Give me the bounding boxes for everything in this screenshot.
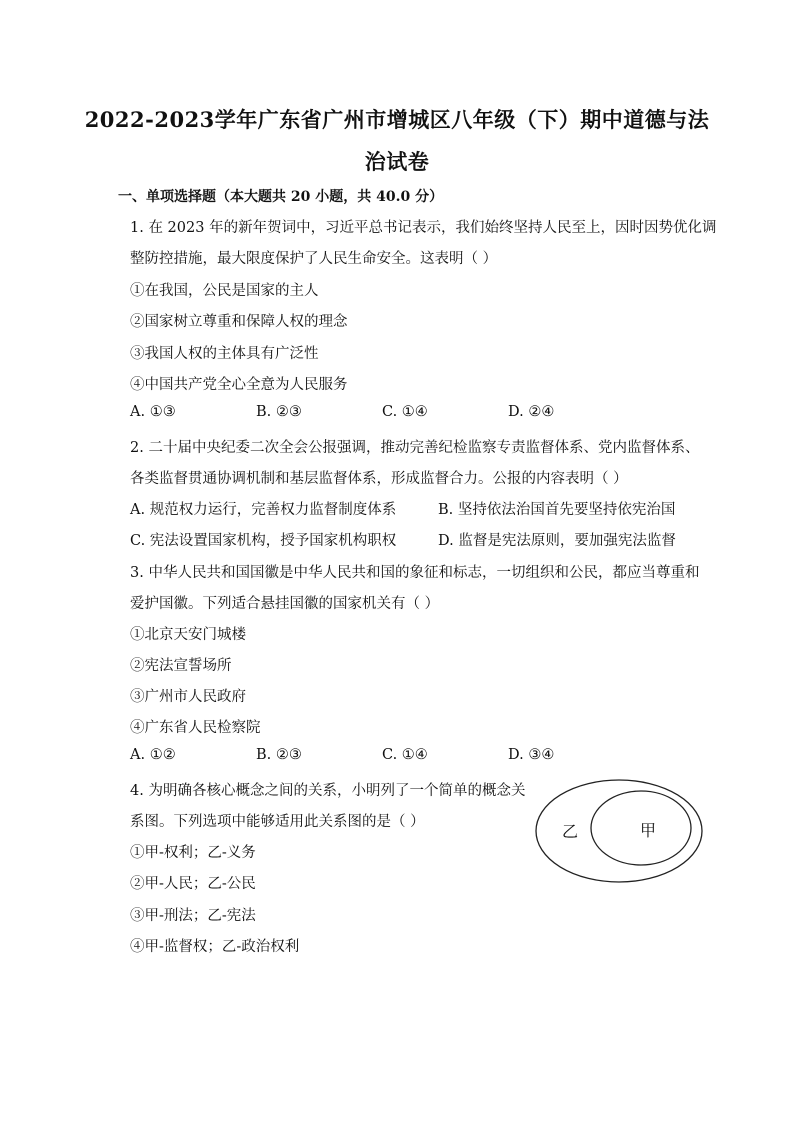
exam-title-line-2: 治试卷 [364, 149, 430, 174]
q3-item-1: ①北京天安门城楼 [130, 627, 246, 643]
q4-item-3: ③甲-刑法；乙-宪法 [130, 908, 256, 924]
q4-item-4: ④甲-监督权；乙-政治权利 [130, 939, 300, 955]
q1-option-b: B. ②③ [256, 404, 302, 420]
outer-label: 乙 [562, 822, 579, 841]
q2-stem-line-2: 各类监督贯通协调机制和基层监督体系，形成监督合力。公报的内容表明（ ） [130, 471, 628, 487]
q3-option-a: A. ①② [130, 747, 176, 763]
q1-option-a: A. ①③ [130, 404, 176, 420]
q1-stem-line-2: 整防控措施，最大限度保护了人民生命安全。这表明（ ） [130, 251, 498, 267]
q2-option-b: B. 坚持依法治国首先要坚持依宪治国 [438, 502, 676, 518]
q3-item-3: ③广州市人民政府 [130, 689, 246, 705]
q2-option-a: A. 规范权力运行，完善权力监督制度体系 [130, 502, 397, 518]
q1-item-3: ③我国人权的主体具有广泛性 [130, 346, 319, 362]
q2-stem-line-1: 2. 二十届中央纪委二次全会公报强调，推动完善纪检监察专责监督体系、党内监督体系、 [130, 440, 700, 456]
q3-option-d: D. ③④ [508, 747, 555, 763]
q4-stem-line-2: 系图。下列选项中能够适用此关系图的是（ ） [130, 814, 425, 830]
q1-item-4: ④中国共产党全心全意为人民服务 [130, 377, 348, 393]
q1-item-1: ①在我国，公民是国家的主人 [130, 283, 319, 299]
q1-option-d: D. ②④ [508, 404, 555, 420]
q3-stem-line-2: 爱护国徽。下列适合悬挂国徽的国家机关有（ ） [130, 596, 440, 612]
q1-stem-line-1: 1. 在 2023 年的新年贺词中，习近平总书记表示，我们始终坚持人民至上，因时因势优化调 [130, 220, 717, 236]
q3-option-b: B. ②③ [256, 747, 302, 763]
q3-item-4: ④广东省人民检察院 [130, 720, 261, 736]
q3-option-c: C. ①④ [382, 747, 428, 763]
q3-item-2: ②宪法宣誓场所 [130, 658, 232, 674]
q3-stem-line-1: 3. 中华人民共和国国徽是中华人民共和国的象征和标志，一切组织和公民，都应当尊重和 [130, 565, 700, 581]
q1-item-2: ②国家树立尊重和保障人权的理念 [130, 314, 348, 330]
q1-option-c: C. ①④ [382, 404, 428, 420]
q4-item-2: ②甲-人民；乙-公民 [130, 876, 256, 892]
q2-option-c: C. 宪法设置国家机构，授予国家机构职权 [130, 533, 397, 549]
section-heading: 一、单项选择题（本大题共 20 小题，共 40.0 分） [118, 189, 444, 205]
q4-stem-line-1: 4. 为明确各核心概念之间的关系，小明列了一个简单的概念关 [130, 783, 526, 799]
concept-diagram [534, 778, 704, 884]
q2-option-d: D. 监督是宪法原则，要加强宪法监督 [438, 533, 676, 549]
exam-title-line-1: 2022-2023学年广东省广州市增城区八年级（下）期中道德与法 [84, 107, 710, 132]
q4-item-1: ①甲-权利；乙-义务 [130, 845, 256, 861]
inner-label: 甲 [640, 821, 657, 840]
